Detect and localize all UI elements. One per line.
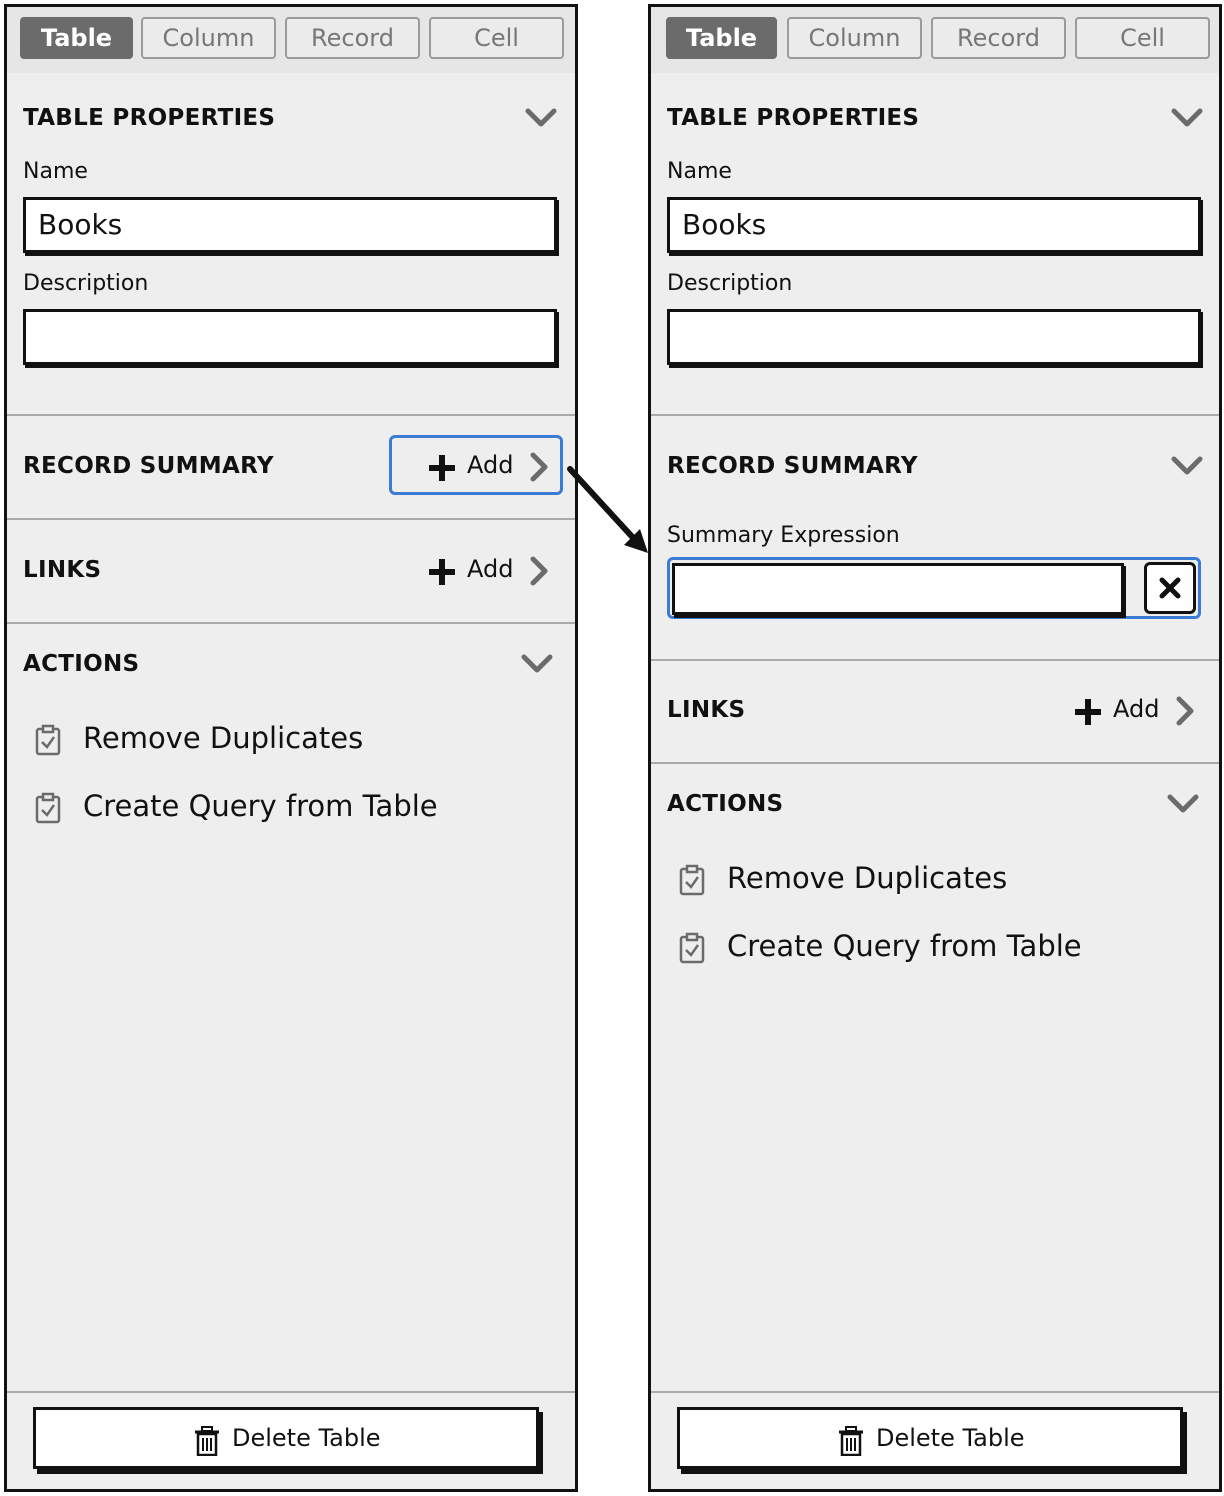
chevron-down-icon[interactable] bbox=[1171, 107, 1203, 129]
record-summary-title: RECORD SUMMARY bbox=[23, 453, 274, 479]
record-summary-title: RECORD SUMMARY bbox=[667, 453, 918, 479]
tab-table[interactable]: Table bbox=[666, 17, 777, 59]
chevron-down-icon[interactable] bbox=[525, 107, 557, 129]
action-label: Create Query from Table bbox=[727, 929, 1082, 963]
tab-record[interactable]: Record bbox=[931, 17, 1066, 59]
links-title: LINKS bbox=[23, 557, 102, 583]
divider bbox=[7, 1391, 575, 1393]
table-properties-title: TABLE PROPERTIES bbox=[23, 105, 276, 131]
tab-table[interactable]: Table bbox=[20, 17, 133, 59]
description-label: Description bbox=[23, 271, 149, 296]
links-add-button[interactable] bbox=[389, 539, 563, 599]
divider bbox=[7, 622, 575, 624]
trash-icon bbox=[194, 1426, 220, 1456]
name-label: Name bbox=[23, 159, 88, 184]
name-label: Name bbox=[667, 159, 732, 184]
tab-column[interactable]: Column bbox=[141, 17, 276, 59]
summary-expression-label: Summary Expression bbox=[667, 523, 900, 548]
tab-column[interactable]: Column bbox=[787, 17, 922, 59]
delete-label: Delete Table bbox=[232, 1424, 381, 1452]
links-add-button[interactable] bbox=[1035, 679, 1209, 739]
properties-panel-after bbox=[648, 4, 1222, 1492]
properties-panel-before bbox=[4, 4, 578, 1492]
delete-table-button[interactable] bbox=[33, 1407, 539, 1469]
summary-expression-group bbox=[667, 557, 1201, 619]
plus-icon bbox=[429, 559, 455, 585]
divider bbox=[7, 414, 575, 416]
summary-expression-input[interactable] bbox=[672, 563, 1124, 615]
add-label: Add bbox=[467, 451, 514, 479]
plus-icon bbox=[1075, 699, 1101, 725]
tab-cell[interactable]: Cell bbox=[429, 17, 564, 59]
tab-cell[interactable]: Cell bbox=[1075, 17, 1210, 59]
description-label: Description bbox=[667, 271, 793, 296]
delete-label: Delete Table bbox=[876, 1424, 1025, 1452]
tab-bar bbox=[651, 7, 1219, 73]
clipboard-icon bbox=[679, 864, 705, 896]
divider bbox=[651, 659, 1219, 661]
record-summary-add-button[interactable] bbox=[389, 435, 563, 495]
add-label: Add bbox=[1113, 695, 1160, 723]
delete-table-button[interactable] bbox=[677, 1407, 1183, 1469]
action-label: Remove Duplicates bbox=[727, 861, 1008, 895]
actions-title: ACTIONS bbox=[667, 791, 784, 817]
action-label: Create Query from Table bbox=[83, 789, 438, 823]
actions-title: ACTIONS bbox=[23, 651, 140, 677]
clipboard-icon bbox=[35, 724, 61, 756]
action-label: Remove Duplicates bbox=[83, 721, 364, 755]
divider bbox=[7, 518, 575, 520]
add-label: Add bbox=[467, 555, 514, 583]
description-input[interactable] bbox=[23, 309, 557, 365]
chevron-down-icon[interactable] bbox=[521, 653, 553, 675]
links-title: LINKS bbox=[667, 697, 746, 723]
name-input[interactable]: Books bbox=[667, 197, 1201, 253]
name-input[interactable]: Books bbox=[23, 197, 557, 253]
divider bbox=[651, 1391, 1219, 1393]
chevron-down-icon[interactable] bbox=[1167, 793, 1199, 815]
clear-expression-button[interactable] bbox=[1144, 562, 1196, 614]
trash-icon bbox=[838, 1426, 864, 1456]
plus-icon bbox=[429, 455, 455, 481]
chevron-right-icon bbox=[529, 556, 549, 586]
description-input[interactable] bbox=[667, 309, 1201, 365]
tab-record[interactable]: Record bbox=[285, 17, 420, 59]
table-properties-title: TABLE PROPERTIES bbox=[667, 105, 920, 131]
chevron-right-icon bbox=[529, 452, 549, 482]
tab-bar bbox=[7, 7, 575, 73]
clipboard-icon bbox=[35, 792, 61, 824]
divider bbox=[651, 414, 1219, 416]
clipboard-icon bbox=[679, 932, 705, 964]
flow-arrow-icon bbox=[560, 455, 660, 565]
close-icon bbox=[1158, 576, 1182, 600]
chevron-down-icon[interactable] bbox=[1171, 455, 1203, 477]
divider bbox=[651, 762, 1219, 764]
chevron-right-icon bbox=[1175, 696, 1195, 726]
